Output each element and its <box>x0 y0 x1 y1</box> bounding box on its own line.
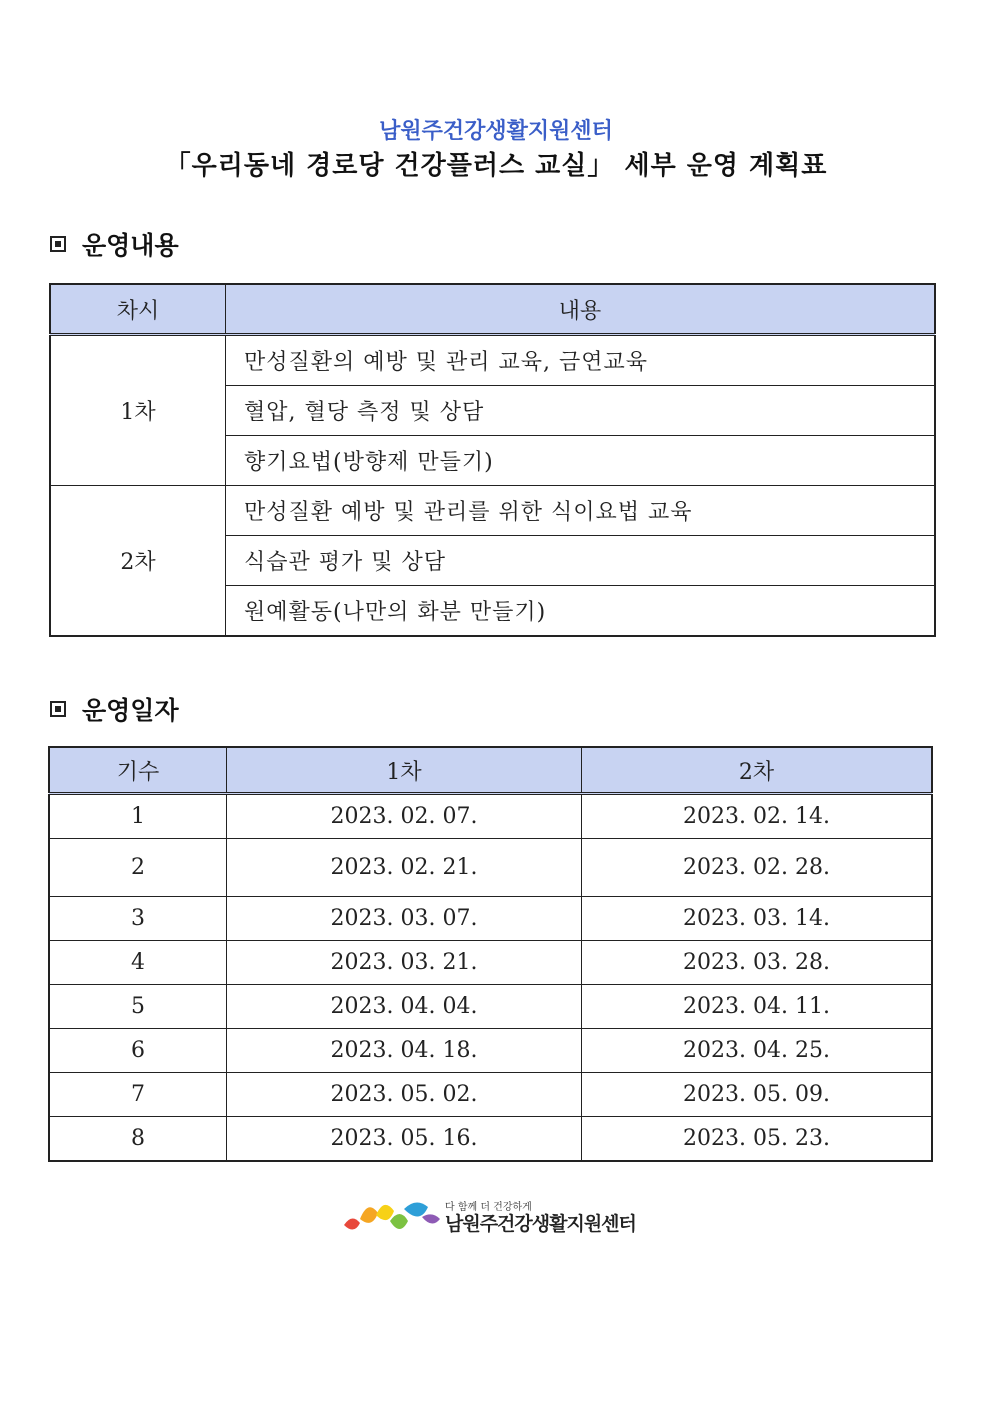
square-bullet-icon <box>50 236 66 252</box>
cohort-number: 4 <box>49 941 227 985</box>
content-item: 원예활동(나만의 화분 만들기) <box>226 586 936 637</box>
table-row <box>49 941 932 985</box>
center-logo <box>342 1195 642 1241</box>
table-row <box>50 335 935 386</box>
content-item: 만성질환 예방 및 관리를 위한 식이요법 교육 <box>226 486 936 536</box>
section-heading-text: 운영일자 <box>82 696 179 725</box>
column-header-cohort: 기수 <box>49 747 227 794</box>
round-label: 1차 <box>50 335 226 486</box>
content-item: 만성질환의 예방 및 관리 교육, 금연교육 <box>226 335 936 386</box>
table-row <box>49 985 932 1029</box>
second-date: 2023. 04. 11. <box>582 985 933 1029</box>
cohort-number: 6 <box>49 1029 227 1073</box>
logo-figures-icon <box>342 1195 442 1241</box>
content-item: 향기요법(방향제 만들기) <box>226 436 936 486</box>
section-heading-text: 운영내용 <box>82 231 179 260</box>
table-row <box>49 794 932 839</box>
date-table <box>48 746 933 1162</box>
cohort-number: 5 <box>49 985 227 1029</box>
cohort-number: 7 <box>49 1073 227 1117</box>
second-date: 2023. 04. 25. <box>582 1029 933 1073</box>
column-header-second: 2차 <box>582 747 933 794</box>
first-date: 2023. 04. 04. <box>227 985 582 1029</box>
table-row <box>49 1117 932 1162</box>
first-date: 2023. 02. 21. <box>227 839 582 897</box>
content-item: 혈압, 혈당 측정 및 상담 <box>226 386 936 436</box>
round-label: 2차 <box>50 486 226 637</box>
section-heading-content <box>50 226 179 262</box>
cohort-number: 1 <box>49 794 227 839</box>
second-date: 2023. 02. 28. <box>582 839 933 897</box>
content-table <box>49 283 936 637</box>
second-date: 2023. 05. 23. <box>582 1117 933 1162</box>
table-row <box>50 486 935 536</box>
logo-tagline: 다 함께 더 건강하게 <box>445 1202 532 1213</box>
first-date: 2023. 04. 18. <box>227 1029 582 1073</box>
table-row <box>49 1029 932 1073</box>
table-row <box>49 1073 932 1117</box>
first-date: 2023. 02. 07. <box>227 794 582 839</box>
column-header-content: 내용 <box>226 284 936 335</box>
column-header-round: 차시 <box>50 284 226 335</box>
table-header-row <box>50 284 935 335</box>
logo-name: 남원주건강생활지원센터 <box>445 1213 636 1235</box>
section-heading-dates <box>50 691 179 727</box>
cohort-number: 3 <box>49 897 227 941</box>
table-row <box>49 897 932 941</box>
first-date: 2023. 03. 21. <box>227 941 582 985</box>
first-date: 2023. 05. 16. <box>227 1117 582 1162</box>
table-row <box>49 839 932 897</box>
square-bullet-icon <box>50 701 66 717</box>
column-header-first: 1차 <box>227 747 582 794</box>
second-date: 2023. 03. 28. <box>582 941 933 985</box>
org-title: 남원주건강생활지원센터 <box>379 119 613 144</box>
page-title: 「우리동네 경로당 건강플러스 교실」 세부 운영 계획표 <box>164 151 828 181</box>
second-date: 2023. 02. 14. <box>582 794 933 839</box>
cohort-number: 8 <box>49 1117 227 1162</box>
table-header-row <box>49 747 932 794</box>
content-item: 식습관 평가 및 상담 <box>226 536 936 586</box>
second-date: 2023. 05. 09. <box>582 1073 933 1117</box>
cohort-number: 2 <box>49 839 227 897</box>
first-date: 2023. 03. 07. <box>227 897 582 941</box>
first-date: 2023. 05. 02. <box>227 1073 582 1117</box>
second-date: 2023. 03. 14. <box>582 897 933 941</box>
